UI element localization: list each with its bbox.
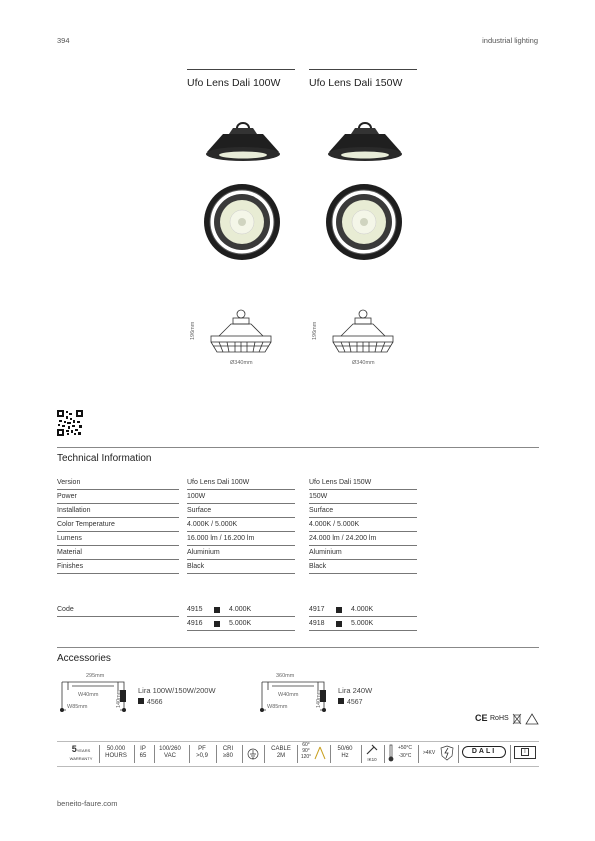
code-number: 4916 [187, 620, 203, 627]
accessory-width: 295mm [86, 673, 105, 679]
spec-label: Finishes [57, 560, 179, 574]
spec-value: Aluminium [309, 546, 417, 560]
ip-label: IP [140, 746, 146, 752]
website-link[interactable]: beneito-faure.com [57, 799, 118, 808]
warranty-label: WARRANTY [69, 756, 93, 761]
spec-label: Color Temperature [57, 518, 179, 532]
cri-value: ≥80 [223, 753, 233, 759]
spec-label: Installation [57, 504, 179, 518]
feature-separator [361, 745, 362, 763]
ground-icon [247, 748, 259, 760]
hours-number: 50.000 [106, 746, 126, 752]
accessory-name: Lira 240W [338, 686, 373, 695]
feature-separator [510, 745, 511, 763]
frequency-badge [333, 746, 357, 760]
feature-separator [384, 745, 385, 763]
accessory-code: 4567 [347, 699, 363, 706]
section-divider [57, 447, 539, 448]
ip-badge [136, 746, 150, 760]
section-title: industrial lighting [482, 36, 538, 45]
rohs-mark: RoHS [490, 715, 509, 722]
feature-separator [154, 745, 155, 763]
strip-bottom-border [57, 766, 539, 767]
cable-value: 2M [276, 753, 286, 759]
product-divider [187, 69, 295, 70]
voltage-badge [156, 746, 184, 760]
feature-separator [264, 745, 265, 763]
lamp-front-image [202, 182, 282, 262]
accessory-height: 140mm [116, 689, 122, 708]
feature-separator [330, 745, 331, 763]
spec-value: Ufo Lens Dali 150W [309, 476, 417, 490]
spec-label: Lumens [57, 532, 179, 546]
warranty-number: 5 [71, 744, 77, 754]
accessory-inner-width: W40mm [78, 692, 99, 698]
lamp-technical-drawing [327, 306, 399, 356]
spec-value: 16.000 lm / 16.200 lm [187, 532, 295, 546]
spec-value: 100W [187, 490, 295, 504]
accessories-title: Accessories [57, 653, 111, 664]
ce-mark: CE [475, 713, 488, 723]
cri-badge [219, 746, 237, 760]
accessory-width: 360mm [276, 673, 295, 679]
warranty-years: YEARS [76, 748, 91, 753]
accessory-outer-width: W85mm [67, 704, 88, 710]
lamp-front-image [324, 182, 404, 262]
code-row [187, 617, 295, 631]
feature-separator [418, 745, 419, 763]
code-row [187, 603, 295, 617]
code-row [309, 603, 417, 617]
spec-value: Aluminium [187, 546, 295, 560]
feature-separator [189, 745, 190, 763]
height-dimension: 196mm [312, 321, 318, 340]
technical-title: Technical Information [57, 453, 152, 464]
hours-label: HOURS [105, 753, 127, 759]
feature-separator [134, 745, 135, 763]
diameter-dimension: Ø340mm [352, 360, 375, 366]
spec-value: Ufo Lens Dali 100W [187, 476, 295, 490]
code-temperature: 5.000K [351, 620, 374, 627]
black-finish-swatch [138, 698, 144, 704]
accessory-height: 140mm [316, 689, 322, 708]
cri-label: CRI [222, 746, 234, 752]
code-number: 4917 [309, 606, 325, 613]
lightning-shield-icon [440, 745, 454, 761]
product-title-150w: Ufo Lens Dali 150W [309, 77, 403, 89]
accessory-name: Lira 100W/150W/200W [138, 686, 216, 695]
ip-value: 65 [139, 753, 147, 759]
warranty-badge [68, 746, 94, 763]
weee-bin-icon [512, 713, 522, 725]
pf-label: PF [198, 746, 206, 752]
temperature-badge [395, 744, 415, 760]
cable-label: CABLE [271, 746, 291, 752]
frequency-label: Hz [341, 753, 349, 759]
feature-separator [458, 745, 459, 763]
code-number: 4918 [309, 620, 325, 627]
lamp-side-image [203, 120, 283, 166]
spec-value: Surface [187, 504, 295, 518]
black-finish-swatch [338, 698, 344, 704]
frequency-range: 50/60 [337, 746, 353, 752]
height-dimension: 196mm [190, 321, 196, 340]
code-temperature: 4.000K [229, 606, 252, 613]
thermometer-icon [388, 744, 394, 762]
beam-angle-badge [299, 742, 313, 760]
black-finish-swatch [336, 621, 342, 627]
qr-code[interactable] [57, 410, 83, 436]
insulation-class-badge [514, 746, 536, 759]
accessory-code-row [338, 698, 363, 706]
accessory-code-row [138, 698, 163, 706]
beam-angle-90: 90° [302, 748, 310, 754]
ik-value: IK10 [367, 757, 377, 762]
spec-value: Black [309, 560, 417, 574]
temp-max: +50°C [397, 745, 413, 751]
spec-value: 4.000K / 5.000K [309, 518, 417, 532]
diameter-dimension: Ø340mm [230, 360, 253, 366]
spec-label: Material [57, 546, 179, 560]
dali-logo: DALI [462, 746, 506, 758]
lamp-side-image [325, 120, 405, 166]
section-divider [57, 647, 539, 648]
feature-separator [242, 745, 243, 763]
code-label: Code [57, 603, 179, 617]
voltage-label: VAC [164, 753, 176, 759]
spec-label: Power [57, 490, 179, 504]
spec-value: 4.000K / 5.000K [187, 518, 295, 532]
accessory-inner-width: W40mm [278, 692, 299, 698]
feature-separator [99, 745, 100, 763]
beam-angle-icon [314, 746, 326, 760]
insulation-class-value: I [521, 748, 529, 756]
efficiency-icon [525, 713, 539, 725]
page-number: 394 [57, 36, 70, 45]
product-title-100w: Ufo Lens Dali 100W [187, 77, 281, 89]
black-finish-swatch [214, 607, 220, 613]
code-number: 4915 [187, 606, 203, 613]
pf-badge [192, 746, 212, 760]
impact-hammer-icon [365, 744, 379, 756]
spec-value: 150W [309, 490, 417, 504]
temp-min: -30°C [398, 753, 412, 759]
black-finish-swatch [336, 607, 342, 613]
code-row [309, 617, 417, 631]
spec-value: Surface [309, 504, 417, 518]
strip-top-border [57, 741, 539, 742]
beam-angle-60: 60° [302, 742, 310, 748]
accessory-code: 4566 [147, 699, 163, 706]
code-temperature: 4.000K [351, 606, 374, 613]
spec-label: Version [57, 476, 179, 490]
product-divider [309, 69, 417, 70]
spec-value: 24.000 lm / 24.200 lm [309, 532, 417, 546]
cable-badge [268, 746, 294, 760]
code-temperature: 5.000K [229, 620, 252, 627]
black-finish-swatch [214, 621, 220, 627]
accessory-outer-width: W85mm [267, 704, 288, 710]
surge-protection-value: >4KV [422, 750, 436, 756]
feature-separator [216, 745, 217, 763]
lamp-technical-drawing [205, 306, 277, 356]
beam-angle-120: 120° [300, 754, 312, 760]
feature-separator [297, 745, 298, 763]
hours-badge [102, 746, 130, 760]
spec-value: Black [187, 560, 295, 574]
pf-value: >0,9 [196, 753, 208, 759]
voltage-range: 100/260 [159, 746, 181, 752]
